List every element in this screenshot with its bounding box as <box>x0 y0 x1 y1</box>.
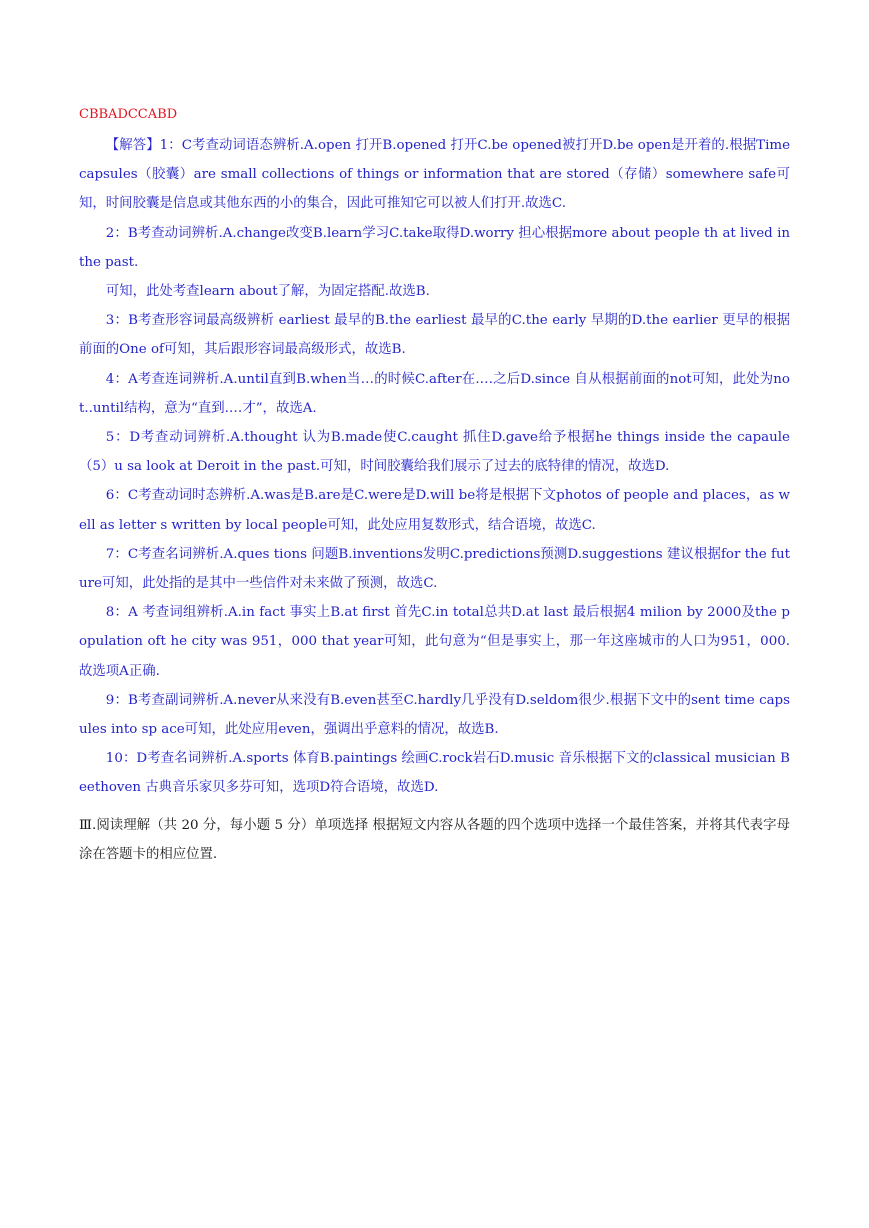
explanation-item-1: 【解答】1：C考查动词语态辨析.A.open 打开B.opened 打开C.be opened被打开D.be open是开着的.根据Time capsules（胶囊）are small collections of things or information that are stored（存储）somewhere safe可知，时间胶囊是信息或其他东西的小的集合，因此可推知它可以被人们打开.故选C. <box>79 138 790 212</box>
explanation-item-2: 2：B考查动词辨析.A.change改变B.learn学习C.take取得D.worry 担心根据more about people th at lived in the past. <box>79 225 790 270</box>
section-heading: Ⅲ.阅读理解（共 20 分，每小题 5 分）单项选择 根据短文内容从各题的四个选项中选择一个最佳答案，并将其代表字母涂在答题卡的相应位置. <box>79 817 790 862</box>
explanation-item-5: 5：D考查动词辨析.A.thought 认为B.made使C.caught 抓住D.gave给予根据he things inside the capaule（5）u sa look at Deroit in the past.可知，时间胶囊给我们展示了过去的底特律的情况，故选D. <box>79 430 790 475</box>
document-page <box>79 104 790 869</box>
explanation-item-6: 6：C考查动词时态辨析.A.was是B.are是C.were是D.will be将是根据下文photos of people and places，as well as letter s written by local people可知，此处应用复数形式，结合语境，故选C. <box>79 488 790 533</box>
explanation-item-7: 7：C考查名词辨析.A.ques tions 问题B.inventions发明C.predictions预测D.suggestions 建议根据for the future可知，此处指的是其中一些信件对未来做了预测，故选C. <box>79 546 790 592</box>
explanation-item-9: 9：B考查副词辨析.A.never从来没有B.even甚至C.hardly几乎没有D.seldom很少.根据下文中的sent time capsules into sp ace可知，此处应用even，强调出乎意料的情况，故选B. <box>79 692 790 738</box>
explanation-item-2-continued: 可知，此处考查learn about了解，为固定搭配.故选B. <box>105 284 430 300</box>
explanation-item-10: 10：D考查名词辨析.A.sports 体育B.paintings 绘画C.rock岩石D.music 音乐根据下文的classical musician Beethoven 古典音乐家贝多芬可知，选项D符合语境，故选D. <box>79 751 790 796</box>
explanation-list <box>79 131 790 803</box>
explanation-item-4: 4：A考查连词辨析.A.until直到B.when当…的时候C.after在.…之后D.since 自从根据前面的not可知，此处为not..until结构，意为“直到.…才”，故选A. <box>79 371 790 416</box>
explanation-item-8: 8：A 考查词组辨析.A.in fact 事实上B.at first 首先C.in total总共D.at last 最后根据4 milion by 2000及the population oft he city was 951，000 that year可知，此句意为“但是事实上，那一年这座城市的人口为951，000.故选项A正确. <box>79 605 790 679</box>
explanation-item-3: 3：B考查形容词最高级辨析 earliest 最早的B.the earliest 最早的C.the early 早期的D.the earlier 更早的根据前面的One of可知，其后跟形容词最高级形式，故选B. <box>79 313 790 358</box>
answer-key: CBBADCCABD <box>79 107 178 122</box>
